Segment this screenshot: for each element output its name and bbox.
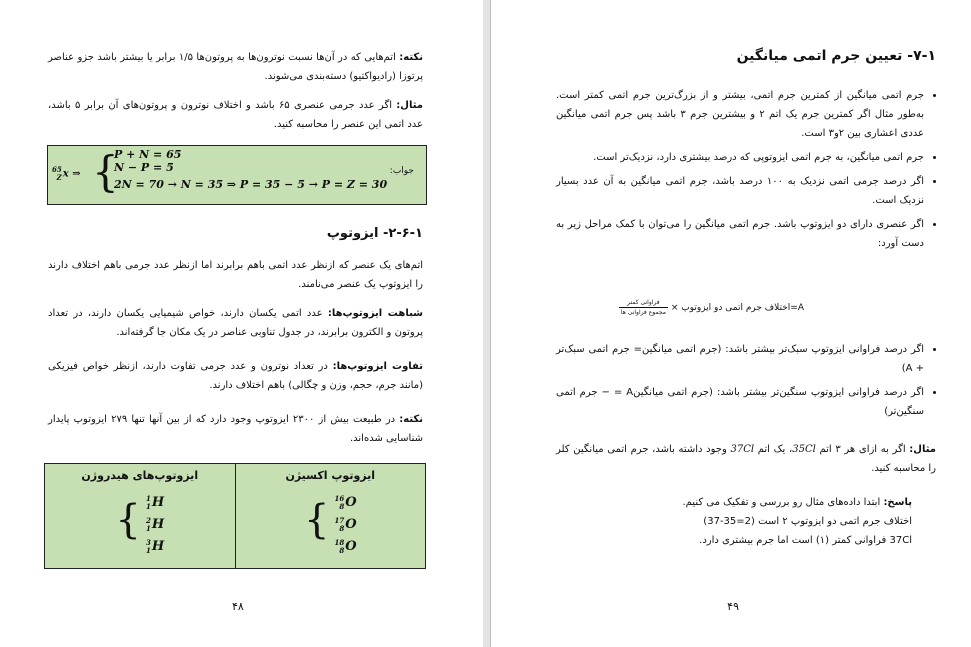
oxygen-column (235, 464, 426, 569)
example-atomic-number: مثال: اگر عدد جرمی عنصری ۶۵ باشد و اختلاف نوترون و پروتون‌های آن برابر ۵ باشد، عدد اتمی این عنصر را محاسبه کنید. (48, 100, 423, 130)
solution-line-2: اختلاف جرم اتمی دو ایزوتوپ ۲ است (2=35-37) (703, 516, 912, 527)
brace: { (115, 497, 141, 543)
answer-box (47, 145, 427, 205)
isotope-symbol: 3 1 H (145, 537, 165, 555)
formula-difference: اختلاف جرم اتمی دو ایزوتوپ (681, 303, 791, 313)
formula-lhs: A= (790, 303, 804, 313)
average-mass-formula (619, 298, 804, 317)
left-page (0, 0, 484, 647)
equation-3: 2N = 70 → N = 35 ⇒ P = 35 − 5 → P = Z = 30 (114, 178, 388, 191)
hydrogen-isotopes (146, 492, 164, 558)
brace: { (92, 147, 119, 196)
section-title-isotope: ۲-۶-۱- ایزوتوپ (326, 226, 423, 241)
oxygen-isotopes (334, 492, 356, 558)
solution: پاسخ: ابتدا داده‌های مثال رو بررسی و تفکیک می کنیم. اختلاف جرم اتمی دو ایزوتوپ ۲ است (2=35-37) 37Cl فراوانی کمتر (۱) است اما جرم بیشتری دارد. (612, 493, 912, 550)
isotope-similarity: شباهت ایزوتوپ‌ها: عدد اتمی یکسان دارند، خواص شیمیایی یکسان دارند، در تعداد پروتون و الکترون برابرند، در جدول تناوبی عناصر در یک مکان جا گرفته‌اند. (48, 308, 423, 338)
brace: { (303, 497, 330, 543)
element-symbol: 65 Z x ⇒ (52, 165, 81, 182)
solution-line-3: 37Cl فراوانی کمتر (۱) است اما جرم بیشتری دارد. (699, 535, 912, 546)
bullet-list-1 (556, 86, 936, 258)
bullet-list-2 (556, 340, 936, 426)
isotope-symbol: 17 8 O (334, 515, 357, 533)
isotope-symbol: 2 1 H (145, 515, 165, 533)
note-radioactive: نکته: اتم‌هایی که در آن‌ها نسبت نوترون‌ها به پروتون‌ها ۱/۵ برابر یا بیشتر باشد جزو عناصر پرتوزا (رادیواکتیو) دسته‌بندی می‌شوند. (48, 52, 423, 82)
isotope-table (44, 463, 426, 569)
isotope-difference: تفاوت ایزوتوپ‌ها: در تعداد نوترون و عدد جرمی تفاوت دارند، ازنظر خواص فیزیکی (مانند جرم، حجم، وزن و چگالی) باهم اختلاف دارند. (48, 361, 423, 391)
equations (114, 148, 387, 191)
bullet-item: • اگر درصد جرمی اتمی نزدیک به ۱۰۰ درصد باشد، جرم اتمی میانگین به آن عدد بسیار نزدیک است. (556, 172, 924, 210)
bullet-item: • اگر عنصری دارای دو ایزوتوپ باشد. جرم اتمی میانگین را می‌توان با کمک مراحل زیر به دست آورد: (556, 215, 924, 253)
bullet-item: • اگر درصد فراوانی ایزوتوپ سنگین‌تر بیشتر باشد: (جرم اتمی میانگینA = − جرم اتمی سنگین‌تر) (556, 383, 924, 421)
bullet-item: • جرم اتمی میانگین، به جرم اتمی ایزوتوپی که درصد بیشتری دارد، نزدیک‌تر است. (556, 148, 924, 167)
right-page (490, 0, 971, 647)
hydrogen-header: ایزوتوپ‌های هیدروژن (81, 469, 199, 482)
bullet-item: • جرم اتمی میانگین از کمترین جرم اتمی، بیشتر و از بزرگ‌ترین جرم اتمی کمتر است. به‌طور مثال اگر کمترین جرم یک اتم ۲ و بیشترین جرم ۳ باشد پس جرم اتمی میانگین عددی اعشاری بین ۲و۳ است. (556, 86, 924, 143)
oxygen-header: ایزوتوپ اکسیژن (285, 469, 376, 482)
bullets (556, 86, 936, 253)
bullets (556, 340, 936, 421)
answer-label: جواب: (389, 166, 414, 176)
isotope-symbol: 16 8 O (334, 493, 357, 511)
formula-fraction: $\frac{\text{فراوانی کمتر}}{\text{مجموع فراوانی ها}}$ (620, 299, 666, 316)
example-chlorine: مثال: اگر به ازای هر ۳ اتم 35Cl، یک اتم 37Cl وجود داشته باشد، جرم اتمی میانگین کلر را محاسبه کنید. (556, 444, 936, 474)
page-number-right: ۴۹ (727, 600, 739, 613)
equation-2: N − P = 5 (114, 161, 174, 174)
bullet-item: • اگر درصد فراوانی ایزوتوپ سبک‌تر بیشتر باشد: (جرم اتمی میانگین= جرم اتمی سبک‌تر + A) (556, 340, 924, 378)
formula-times: × (670, 303, 679, 313)
isotope-definition: اتم‌های یک عنصر که ازنظر عدد اتمی باهم برابرند اما ازنظر عدد جرمی باهم اختلاف دارند را ایزوتوپ یک عنصر می‌نامند. (48, 260, 423, 290)
isotope-symbol: 18 8 O (334, 537, 357, 555)
book-gutter (483, 0, 490, 647)
page-number-left: ۴۸ (232, 600, 244, 613)
section-title-average-mass: ۷-۱- تعیین جرم اتمی میانگین (736, 48, 936, 64)
isotope-symbol: 1 1 H (145, 493, 165, 511)
hydrogen-column (45, 464, 236, 569)
note-stable-isotopes: نکته: در طبیعت بیش از ۲۳۰۰ ایزوتوپ وجود دارد که از بین آنها تنها ۲۷۹ ایزوتوپ پایدار شناسایی شده‌اند. (48, 414, 423, 444)
equation-1: P + N = 65 (114, 148, 182, 161)
